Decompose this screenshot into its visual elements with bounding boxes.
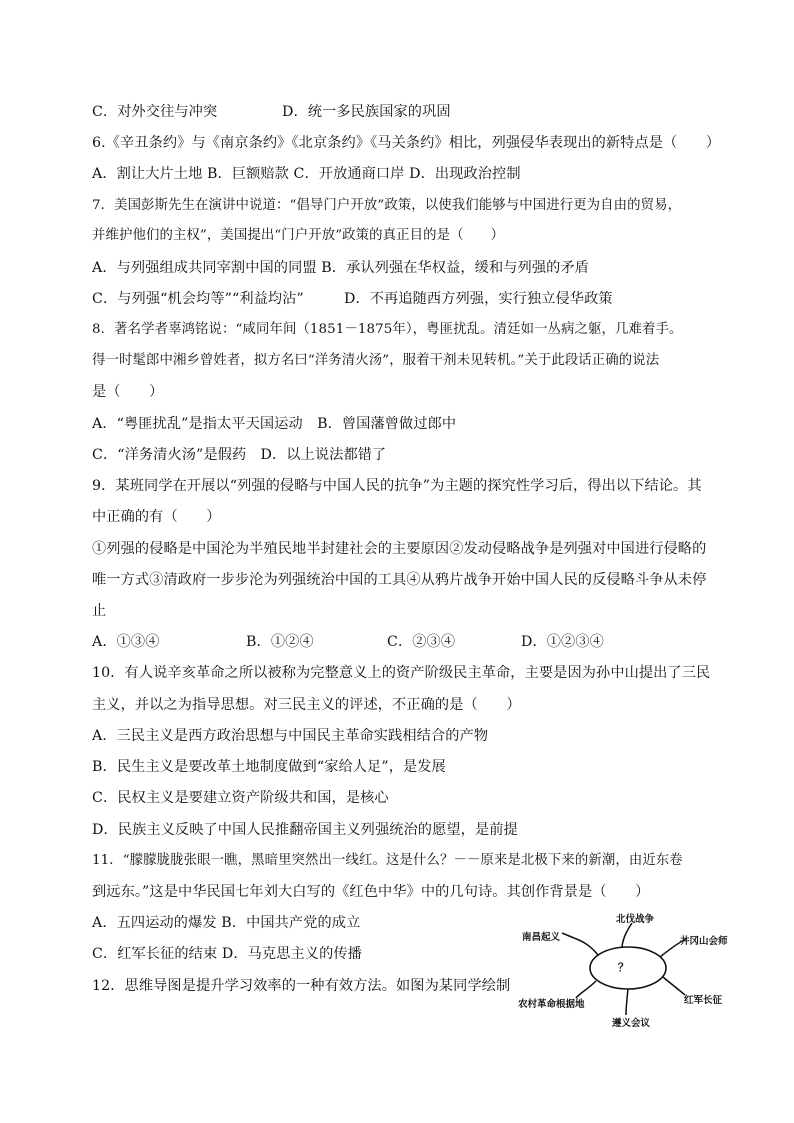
q9-option-b: B．①②④ — [246, 634, 314, 650]
q10-stem-1: 10．有人说辛亥革命之所以被称为完整意义上的资产阶级民主革命，主要是因为孙中山提出了三民 — [92, 665, 711, 681]
q8-options-ab: A．“粤匪扰乱”是指太平天国运动 B．曾国藩曾做过郎中 — [92, 416, 457, 432]
q9-options — [92, 633, 604, 651]
mind-map-node-zunyi: 遵义会议 — [612, 1018, 651, 1029]
q11-options-cd: C．红军长征的结束 D．马克思主义的传播 — [92, 946, 362, 962]
q7-option-d: D．不再追随西方列强，实行独立侵华政策 — [344, 291, 613, 307]
q7-options-cd — [92, 290, 613, 308]
q9-stem-2: 中正确的有（ ） — [92, 509, 221, 525]
q9-stem-1: 9．某班同学在开展以“列强的侵略与中国人民的抗争”为主题的探究性学习后，得出以下结论。其 — [92, 478, 702, 494]
q5-options-cd — [92, 103, 451, 121]
mind-map-figure — [510, 905, 760, 1035]
q10-option-d: D．民族主义反映了中国人民推翻帝国主义列强统治的愿望，是前提 — [92, 822, 518, 838]
mind-map-center-label: ？ — [618, 961, 629, 974]
q12-stem-1: 12．思维导图是提升学习效率的一种有效方法。如图为某同学绘制 — [92, 978, 511, 994]
q9-option-a: A．①③④ — [92, 634, 160, 650]
q11-stem-2: 到远东。”这是中华民国七年刘大白写的《红色中华》中的几句诗。其创作背景是（ ） — [92, 884, 650, 900]
mind-map-node-rural-base: 农村革命根据地 — [518, 999, 585, 1010]
q7-option-c: C．与列强“机会均等”“利益均沾” — [92, 291, 304, 307]
q8-options-cd: C．“洋务清火汤”是假药 D．以上说法都错了 — [92, 447, 387, 463]
q7-options-ab: A．与列强组成共同宰割中国的同盟 B．承认列强在华权益，缓和与列强的矛盾 — [92, 260, 589, 276]
q9-statement-1: ①列强的侵略是中国沦为半殖民地半封建社会的主要原因②发动侵略战争是列强对中国进行侵略的 — [92, 541, 707, 557]
q9-option-c: C．②③④ — [387, 634, 456, 650]
mind-map-node-northern-expedition: 北伐战争 — [616, 914, 655, 925]
q10-stem-2: 主义，并以之为指导思想。对三民主义的评述，不正确的是（ ） — [92, 697, 521, 713]
q7-stem-1: 7．美国彭斯先生在演讲中说道：“倡导门户开放”政策，以使我们能够与中国进行更为自由的贸易， — [92, 198, 682, 213]
q10-option-a: A．三民主义是西方政治思想与中国民主革命实践相结合的产物 — [92, 728, 489, 744]
q6-stem: 6.《辛丑条约》与《南京条约》《北京条约》《马关条约》相比，列强侵华表现出的新特点是（ ） — [92, 135, 721, 151]
q8-stem-3: 是（ ） — [92, 384, 164, 400]
q9-statement-3: 止 — [92, 603, 107, 619]
q10-option-c: C．民权主义是要建立资产阶级共和国，是核心 — [92, 790, 389, 806]
q8-stem-2: 得一时髦郎中湘乡曾姓者，拟方名曰“洋务清火汤”，服着干剂未见转机。”关于此段话正确的说法 — [92, 353, 660, 368]
mind-map-node-nanchang: 南昌起义 — [522, 932, 561, 943]
q5-option-d: D．统一多民族国家的巩固 — [282, 104, 451, 120]
q9-option-d: D．①②③④ — [521, 634, 604, 650]
q6-options: A．割让大片土地 B．巨额赔款 C．开放通商口岸 D．出现政治控制 — [92, 166, 521, 182]
q11-stem-1: 11．“朦朦胧胧张眼一瞧，黑暗里突然出一线红。这是什么？－－原来是北极下来的新潮，由近东卷 — [92, 853, 683, 868]
mind-map-node-jinggangshan: 井冈山会师 — [680, 936, 728, 947]
q7-stem-2: 并维护他们的主权”，美国提出“门户开放”政策的真正目的是（ ） — [92, 228, 505, 243]
q11-options-ab: A．五四运动的爆发 B．中国共产党的成立 — [92, 915, 361, 931]
q9-statement-2: 唯一方式③清政府一步步沦为列强统治中国的工具④从鸦片战争开始中国人民的反侵略斗争从未停 — [92, 572, 707, 588]
q10-option-b: B．民生主义是要改革土地制度做到“家给人足”，是发展 — [92, 759, 446, 775]
q5-option-c: C．对外交往与冲突 — [92, 104, 218, 120]
q8-stem-1: 8．著名学者辜鸿铭说：“咸同年间（1851－1875年），粤匪扰乱。清廷如一丛病之躯，几难着手。 — [92, 322, 683, 337]
mind-map-node-long-march: 红军长征 — [684, 995, 723, 1006]
